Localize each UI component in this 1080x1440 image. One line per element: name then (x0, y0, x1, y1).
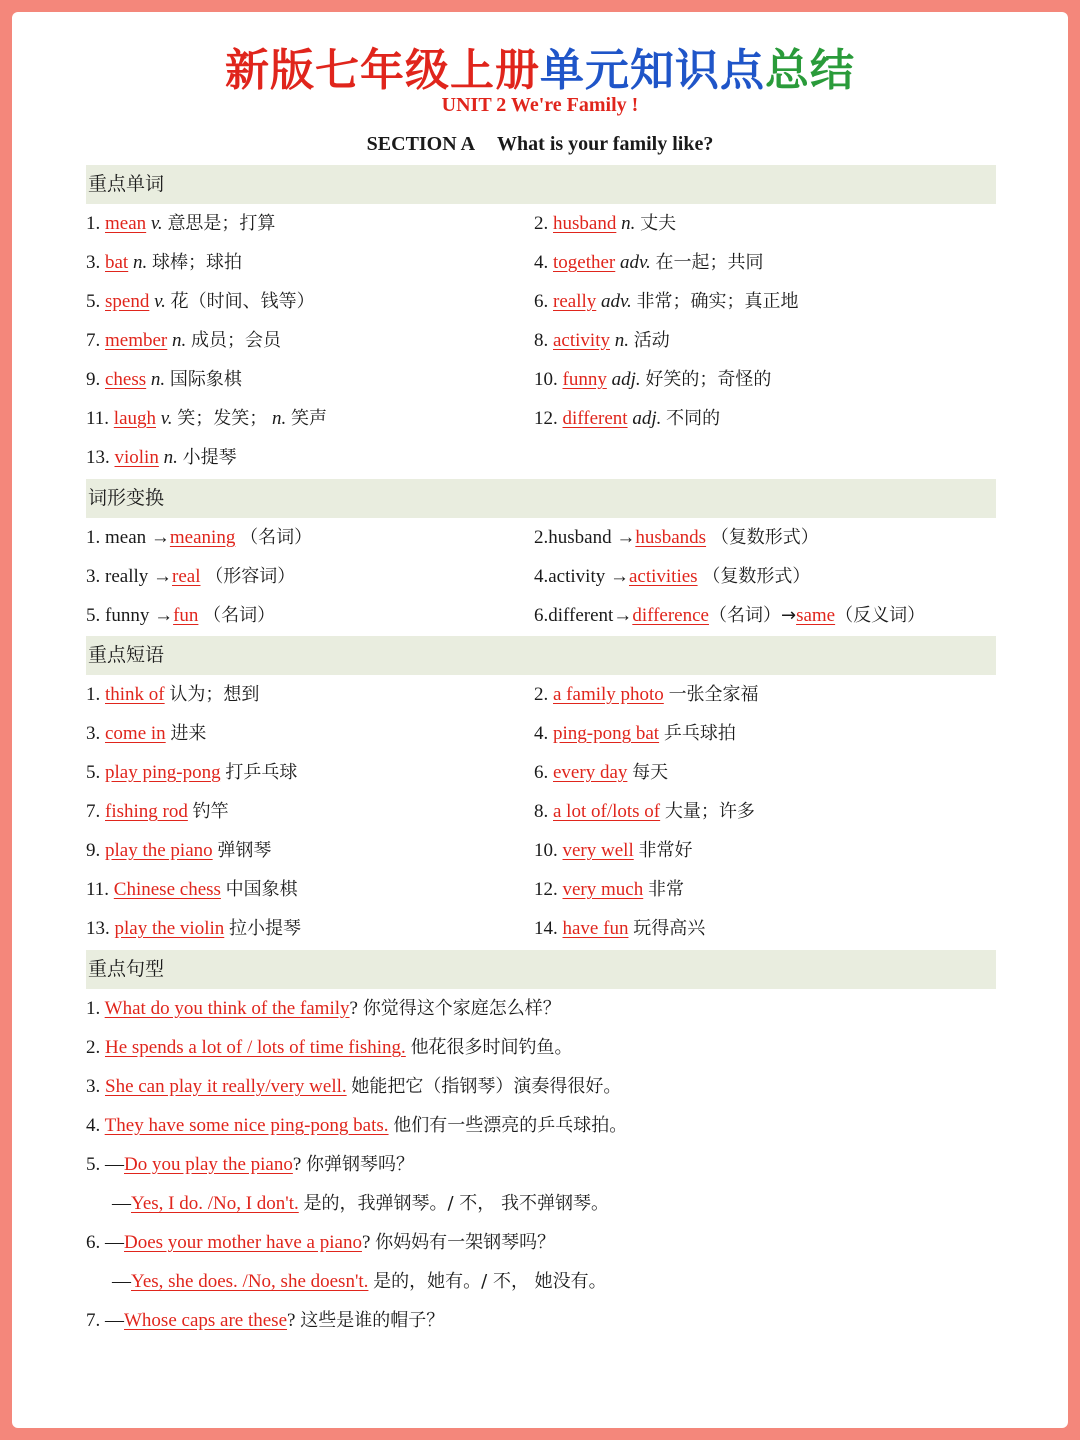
phrase-item: 9. play the piano 弹钢琴 (86, 840, 272, 861)
phrase-item: 11. Chinese chess 中国象棋 (86, 879, 298, 900)
sentence-item: 6. —Does your mother have a piano? 你妈妈有一架钢琴吗？ (86, 1232, 556, 1253)
word-form-item: 1. mean →meaning （名词） (86, 527, 313, 548)
phrase-item: 3. come in 进来 (86, 723, 207, 744)
word-item: 11. laugh v. 笑；发笑； n. 笑声 (86, 408, 328, 429)
header-word-forms: 词形变换 (86, 479, 996, 518)
unit-title: UNIT 2 We're Family ! (441, 94, 639, 116)
title-part-1: 新版七年级上册 (225, 45, 540, 96)
phrase-item: 4. ping-pong bat 乒乓球拍 (534, 723, 736, 744)
phrase-item: 13. play the violin 拉小提琴 (86, 918, 302, 939)
header-key-words: 重点单词 (86, 165, 996, 204)
header-key-sentences: 重点句型 (86, 950, 996, 989)
phrase-item: 14. have fun 玩得高兴 (534, 918, 706, 939)
title-part-3: 总结 (765, 45, 855, 96)
sentence-item: 3. She can play it really/very well. 她能把它（指钢琴）演奏得很好。 (86, 1076, 622, 1097)
word-form-item: 4.activity →activities （复数形式） (534, 566, 811, 587)
word-form-item: 2.husband →husbands （复数形式） (534, 527, 819, 548)
sentence-item: 2. He spends a lot of / lots of time fishing. 他花很多时间钓鱼。 (86, 1037, 573, 1058)
sentence-item: 1. What do you think of the family? 你觉得这个家庭怎么样？ (86, 998, 561, 1019)
phrase-item: 7. fishing rod 钓竿 (86, 801, 229, 822)
phrase-item: 12. very much 非常 (534, 879, 684, 900)
word-item: 13. violin n. 小提琴 (86, 447, 237, 468)
word-item: 6. really adv. 非常；确实；真正地 (534, 291, 799, 312)
word-item: 8. activity n. 活动 (534, 330, 670, 351)
word-item: 10. funny adj. 好笑的；奇怪的 (534, 369, 772, 390)
title-part-2: 单元知识点 (540, 45, 765, 96)
sentence-item: 7. —Whose caps are these? 这些是谁的帽子？ (86, 1310, 445, 1331)
word-item: 4. together adv. 在一起；共同 (534, 252, 764, 273)
section-heading (12, 133, 1068, 156)
word-form-item: 5. funny →fun （名词） (86, 605, 276, 626)
header-key-phrases: 重点短语 (86, 636, 996, 675)
phrase-item: 10. very well 非常好 (534, 840, 693, 861)
phrase-item: 6. every day 每天 (534, 762, 669, 783)
section-label: SECTION A (366, 133, 476, 155)
word-item: 5. spend v. 花（时间、钱等） (86, 291, 315, 312)
phrase-item: 8. a lot of/lots of 大量；许多 (534, 801, 755, 822)
word-item: 3. bat n. 球棒；球拍 (86, 252, 242, 273)
word-item: 2. husband n. 丈夫 (534, 213, 677, 234)
sentence-item: —Yes, she does. /No, she doesn't. 是的，她有。/ 不， 她没有。 (112, 1271, 607, 1292)
word-item: 7. member n. 成员；会员 (86, 330, 282, 351)
sentence-item: —Yes, I do. /No, I don't. 是的，我弹钢琴。/ 不， 我不弹钢琴。 (112, 1193, 610, 1214)
page-title (12, 34, 1068, 98)
document-page (12, 12, 1068, 1428)
word-item: 1. mean v. 意思是；打算 (86, 213, 276, 234)
word-item: 12. different adj. 不同的 (534, 408, 721, 429)
sentence-item: 4. They have some nice ping-pong bats. 他们有一些漂亮的乒乓球拍。 (86, 1115, 628, 1136)
word-form-item: 3. really →real （形容词） (86, 566, 296, 587)
phrase-item: 2. a family photo 一张全家福 (534, 684, 759, 705)
word-item: 9. chess n. 国际象棋 (86, 369, 242, 390)
sentence-item: 5. —Do you play the piano? 你弹钢琴吗？ (86, 1154, 415, 1175)
word-form-item: 6.different→difference（名词）→same（反义词） (534, 605, 926, 626)
phrase-item: 5. play ping-pong 打乒乓球 (86, 762, 298, 783)
section-question: What is your family like? (497, 133, 714, 155)
phrase-item: 1. think of 认为；想到 (86, 684, 260, 705)
